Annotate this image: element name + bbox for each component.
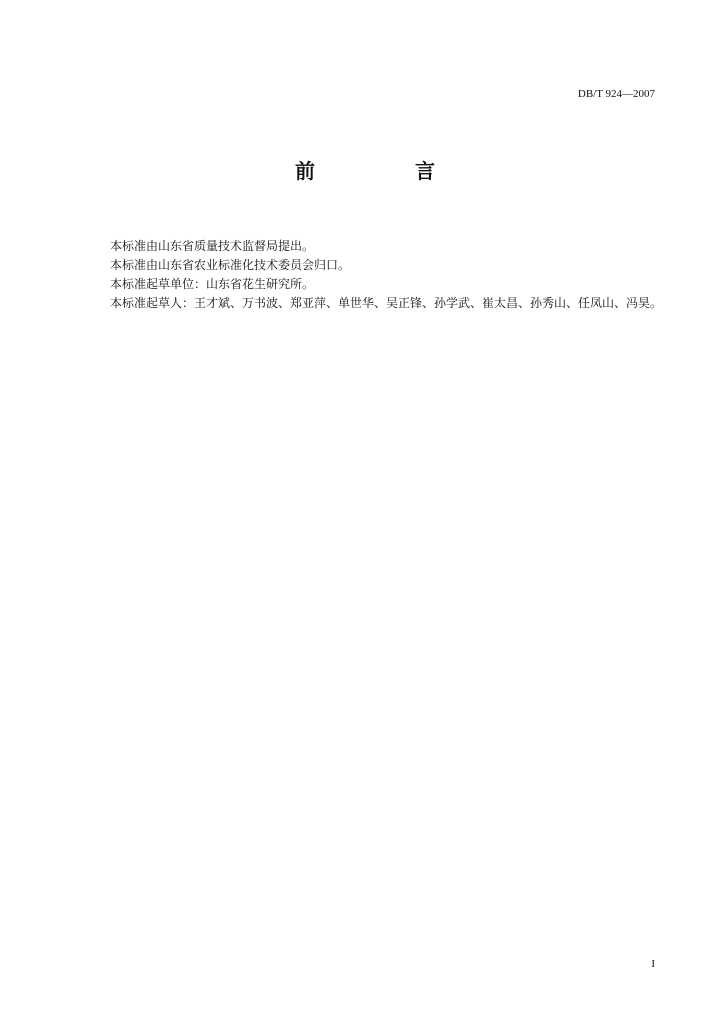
page-number: I [651, 958, 655, 970]
page-title: 前 言 [295, 159, 475, 183]
paragraph-administrator: 本标准由山东省农业标准化技术委员会归口。 [110, 258, 351, 272]
standard-code: DB/T 924—2007 [577, 88, 655, 100]
paragraph-proposer: 本标准由山东省质量技术监督局提出。 [110, 239, 315, 253]
paragraph-drafting-unit: 本标准起草单位：山东省花生研究所。 [110, 277, 315, 291]
paragraph-drafters: 本标准起草人：王才斌、万书波、郑亚萍、单世华、吴正锋、孙学武、崔太昌、孙秀山、任凤山、冯昊。 [110, 296, 663, 310]
foreword-body [82, 237, 667, 313]
